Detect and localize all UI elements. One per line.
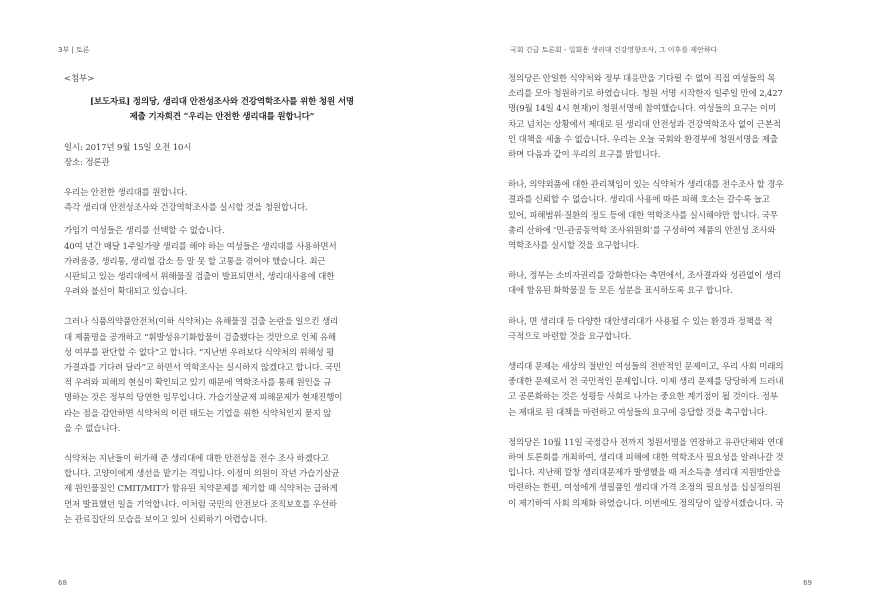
text-line: 대 제품명을 공개하고 “휘발성유기화합물이 검출됐다는 것만으로 인체 유해 [64,332,336,343]
text-line: 결과를 신뢰할 수 없습니다. 생리대 사용에 따른 피해 호소는 갈수록 늘고 [508,195,770,206]
text-line: 극적으로 마련할 것을 요구합니다. [508,331,632,342]
text-line: 즉각 생리대 안전성조사와 건강역학조사를 실시할 것을 청원합니다. [64,203,308,214]
attachment-label: <첨부> [64,74,95,84]
press-release-title-line: [보도자료] 정의당, 생리대 안전성조사와 건강역학조사를 위한 청원 서명 [90,97,354,108]
text-line: 소리를 모아 청원하기로 하였습니다. 청원 서명 시작한지 일주일 만에 2,427 [508,89,783,100]
text-line: 대에 함유된 화학물질 등 모든 성분을 표시하도록 요구 합니다. [508,286,733,297]
paragraph [64,224,380,300]
right-page [435,0,870,615]
text-line: 그러나 식품의약품안전처(이하 식약처)는 유해물질 검출 논란을 일으킨 생리 [64,317,339,328]
text-line: 있어, 피해범위·질환의 정도 등에 대한 역학조사를 실시해야만 합니다. 국무 [508,210,778,221]
paragraph [508,315,824,345]
text-line: 우리는 안전한 생리대를 원합니다. [64,188,188,199]
text-line: 우려와 불신이 확대되고 있습니다. [64,287,188,298]
paragraph [64,452,380,528]
text-line: 는 관료집단의 모습을 보이고 있어 신뢰하기 어렵습니다. [64,514,268,525]
press-release-title-line: 제출 기자회견 “우리는 안전한 생리대를 원합니다” [129,112,315,123]
text-line: 마련하는 한편, 여성에게 생필품인 생리대 가격 조정의 필요성을 십실정의원 [508,483,781,494]
text-line: 총리 산하에 ‘민-관공동역학 조사위원회’를 구성하여 제품의 안전성 조사와 [508,225,776,236]
text-line: 합니다. 고양이에게 생선을 맡기는 격입니다. 이정미 의원이 작년 가습기살균 [64,469,340,480]
text-line: 라는 점을 감안하면 식약처의 이런 태도는 기업을 위한 식약처인지 묻지 않 [64,408,332,419]
text-line: 시판되고 있는 생리대에서 위해물질 검출이 발표되면서, 생리대사용에 대한 [64,272,335,283]
text-line: 정의당은 안일한 식약처와 정부 대응만을 기다릴 수 없어 직접 여성들의 목 [508,74,776,84]
text-line: 역학조사를 실시할 것을 요구합니다. [508,241,640,252]
text-line: 고 공론화하는 것은 성평등 사회로 나가는 중요한 계기점이 될 것이다. 정부 [508,392,778,403]
text-line: 하나, 의약외품에 대한 관리책임이 있는 식약처가 생리대를 전수조사 할 경우 [508,180,784,191]
left-page-number: 68 [58,579,67,587]
text-line: 는 제대로 된 대책을 마련하고 여성들의 요구에 응답할 것을 촉구합니다. [508,407,768,418]
paragraph [508,72,824,163]
paragraph [508,178,824,254]
text-line: 을 수 없습니다. [64,423,121,434]
text-line: 중대한 문제로서 전 국민적인 문제입니다. 이제 생리 문제를 당당하게 드러내 [508,377,784,388]
text-line: 이 제기하여 사회 의제화 하였습니다. 이번에도 정의당이 앞장서겠습니다. 국 [508,498,784,509]
event-place: 장소: 정론관 [64,157,110,168]
text-line: 성 여부를 판단할 수 없다”고 합니다. “지난번 우려보다 식약처의 위해성 평 [64,347,335,358]
text-line: 하여 토론회를 개최하여, 생리대 피해에 대한 역학조사 필요성을 알려나갈 것 [508,453,784,464]
right-text-column [508,72,824,512]
left-text-column [64,72,380,528]
text-line: 인 대책을 세울 수 없습니다. 우리는 오늘 국회와 환경부에 청원서명을 제출 [508,134,778,145]
left-running-head: 3부 | 토론 [58,46,90,54]
event-datetime: 일시: 2017년 9월 15일 오전 10시 [64,142,192,153]
text-line: 식약처는 지난들이 허가해 준 생리대에 대한 안전성을 전수 조사 하겠다고 [64,454,329,465]
text-line: 입니다. 지난해 깔창 생리대문제가 발생했을 때 저소득층 생리대 지원방안을 [508,468,781,479]
paragraph [508,360,824,421]
text-line: 제 원인물질인 CMIT/MIT가 함유된 치약문제를 제기할 때 식약처는 급하게 [64,484,338,495]
text-line: 가결과를 기다려 달라”고 하면서 역학조사는 실시하지 않겠다고 합니다. 국민 [64,363,342,374]
paragraph [508,269,824,299]
text-line: 40여 년간 매달 1주일가량 생리를 해야 하는 여성들은 생리대를 사용하면서 [64,241,337,252]
text-line: 생리대 문제는 세상의 절반인 여성들의 전반적인 문제이고, 우리 사회 미래의 [508,362,784,373]
paragraph [508,436,824,512]
text-line: 차고 넘치는 상황에서 제대로 된 생리대 안전성과 건강역학조사 없이 근본적 [508,119,781,130]
text-line: 적 우려와 피해의 현실이 확인되고 있기 때문에 역학조사를 통해 원인을 규 [64,378,332,389]
text-line: 가려움증, 생리통, 생리혈 감소 등 말 못 할 고통을 겪어야 했습니다. 최근 [64,256,326,267]
right-page-number: 69 [803,579,812,587]
text-line: 하나, 정부는 소비자권리를 강화한다는 측면에서, 조사결과와 성관없이 생리 [508,271,781,282]
text-line: 하며 다음과 같이 우리의 요구를 밝힙니다. [508,150,661,161]
text-line: 명(9월 14일 4시 현재)이 청원서명에 참여했습니다. 여성들의 요구는 이미 [508,104,776,115]
text-line: 가임기 여성들은 생리를 선택할 수 없습니다. [64,226,225,237]
text-line: 하나, 면 생리대 등 다양한 대안생리대가 사용될 수 있는 환경과 정책을 적 [508,316,773,327]
paragraph [64,186,380,216]
text-line: 정의당은 10월 11일 국정감사 전까지 청원서명을 연장하고 유관단체와 연대 [508,437,784,448]
text-line: 명하는 것은 정부의 당연한 임무입니다. 가습기살균제 피해문제가 현재진행이 [64,393,343,404]
text-line: 먼저 발표했던 일을 기억합니다. 이처럼 국민의 안전보다 조직보호를 우선하 [64,499,337,510]
paragraph [64,315,380,437]
right-running-head: 국회 긴급 토론회 - 일회용 생리대 건강영향조사, 그 이후를 제안하다 [510,46,718,54]
